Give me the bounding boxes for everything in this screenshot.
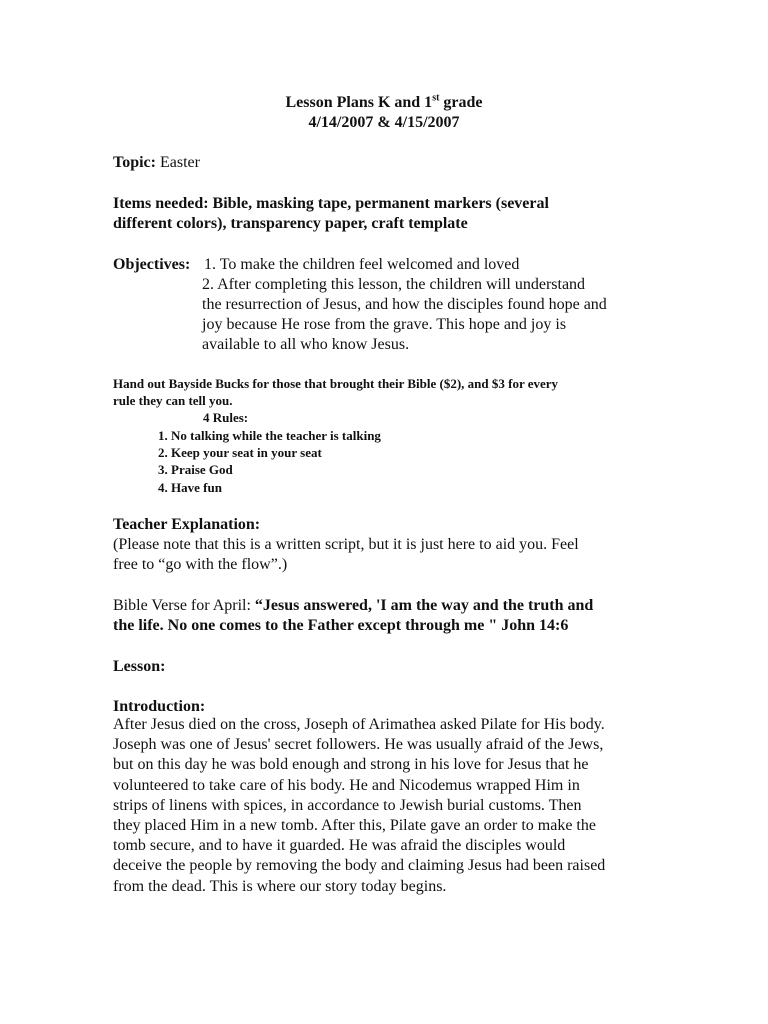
rule-item: 3. Praise God bbox=[158, 462, 233, 477]
objective-item-2-line-1: 2. After completing this lesson, the children will understand bbox=[202, 276, 586, 293]
items-needed-line-1: Items needed: Bible, masking tape, permanent markers (several bbox=[113, 195, 549, 212]
introduction-line: Joseph was one of Jesus' secret followers. He was usually afraid of the Jews, bbox=[113, 736, 604, 754]
introduction-line: but on this day he was bold enough and strong in his love for Jesus that he bbox=[113, 756, 589, 774]
rule-item: 1. No talking while the teacher is talking bbox=[158, 428, 381, 443]
introduction-line: they placed Him in a new tomb. After this, Pilate gave an order to make the bbox=[113, 817, 596, 835]
teacher-explanation-line-1: (Please note that this is a written script, but it is just here to aid you. Feel bbox=[113, 536, 579, 553]
lesson-heading: Lesson: bbox=[113, 658, 166, 675]
items-needed-line-2: different colors), transparency paper, craft template bbox=[113, 215, 468, 232]
document-title bbox=[0, 93, 768, 113]
topic-label: Topic: bbox=[113, 154, 156, 171]
introduction-line: from the dead. This is where our story today begins. bbox=[113, 877, 447, 895]
rule-item: 4. Have fun bbox=[158, 480, 222, 495]
introduction-paragraph bbox=[113, 715, 673, 897]
objectives-label: Objectives: bbox=[113, 256, 191, 273]
rule-item: 2. Keep your seat in your seat bbox=[158, 445, 322, 460]
bayside-line-1: Hand out Bayside Bucks for those that brought their Bible ($2), and $3 for every bbox=[113, 376, 559, 391]
document-dates: 4/14/2007 & 4/15/2007 bbox=[308, 114, 460, 131]
bible-verse-text: “Jesus answered, 'I am the way and the truth and bbox=[254, 597, 594, 614]
introduction-line: tomb secure, and to have it guarded. He was afraid the disciples would bbox=[113, 837, 566, 855]
objective-item-2-line-2: the resurrection of Jesus, and how the disciples found hope and bbox=[202, 296, 607, 313]
bible-verse-label: Bible Verse for April: bbox=[113, 597, 255, 614]
title-suffix: grade bbox=[439, 94, 483, 111]
topic-line bbox=[113, 153, 200, 173]
introduction-line: deceive the people by removing the body and claiming Jesus had been raised bbox=[113, 857, 606, 875]
introduction-line: After Jesus died on the cross, Joseph of Arimathea asked Pilate for His body. bbox=[113, 716, 605, 733]
introduction-heading: Introduction: bbox=[113, 698, 206, 715]
bayside-line-2: rule they can tell you. bbox=[113, 393, 233, 408]
title-superscript: st bbox=[432, 92, 440, 104]
teacher-explanation-line-2: free to “go with the flow”.) bbox=[113, 556, 288, 573]
objective-item-2-line-3: joy because He rose from the grave. This hope and joy is bbox=[202, 316, 567, 333]
objective-item-1: 1. To make the children feel welcomed and loved bbox=[204, 256, 520, 273]
bible-verse-line-1 bbox=[113, 596, 593, 616]
introduction-line: volunteered to take care of his body. He and Nicodemus wrapped Him in bbox=[113, 776, 580, 794]
bible-verse-line-2: the life. No one comes to the Father except through me " John 14:6 bbox=[113, 617, 569, 634]
title-text: Lesson Plans K and 1 bbox=[285, 94, 433, 111]
rules-heading: 4 Rules: bbox=[203, 410, 249, 425]
topic-value: Easter bbox=[155, 154, 200, 171]
objective-item-2-line-4: available to all who know Jesus. bbox=[202, 336, 410, 353]
teacher-explanation-heading: Teacher Explanation: bbox=[113, 516, 261, 533]
introduction-line: strips of linens with spices, in accordance to Jewish burial customs. Then bbox=[113, 796, 582, 814]
